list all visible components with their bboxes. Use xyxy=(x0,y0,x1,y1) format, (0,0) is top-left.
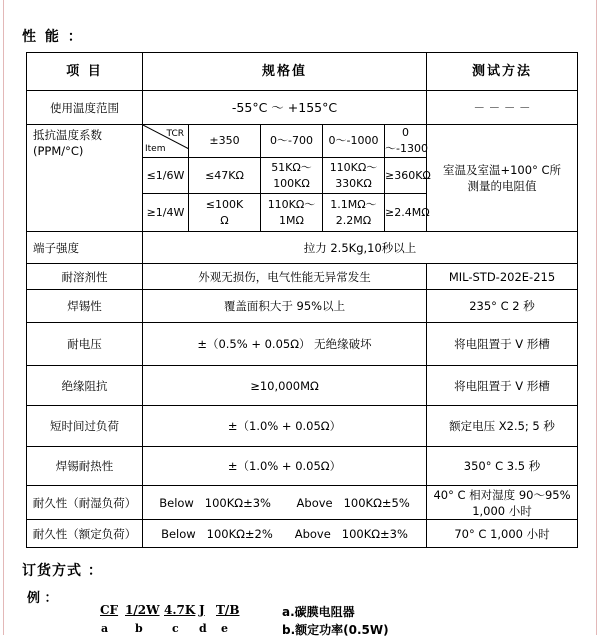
row-method: 额定电压 X2.5; 5 秒 xyxy=(427,406,578,447)
table-row xyxy=(27,125,578,158)
tcr-cell: 110KΩ～ 1MΩ xyxy=(261,194,323,232)
order-letter: e xyxy=(221,622,228,635)
order-code-resistance: 4.7K xyxy=(164,603,196,617)
table-header-row xyxy=(27,53,578,91)
tcr-label: TCR xyxy=(166,129,184,139)
row-item: 耐久性（耐湿负荷） xyxy=(27,486,143,520)
row-value: ±（1.0% + 0.05Ω） xyxy=(143,406,427,447)
row-value: Below 100KΩ±2% Above 100KΩ±3% xyxy=(143,520,427,548)
order-letter: d xyxy=(199,622,207,635)
row-value: 覆盖面积大于 95%以上 xyxy=(143,290,427,323)
tcr-cell: 1.1MΩ～ 2.2MΩ xyxy=(323,194,385,232)
row-item: 焊锡耐热性 xyxy=(27,447,143,486)
tcr-cell: ≤47KΩ xyxy=(189,158,261,194)
row-item: 绝缘阻抗 xyxy=(27,366,143,406)
order-letter: a xyxy=(101,622,109,635)
row-method: 70° C 1,000 小时 xyxy=(427,520,578,548)
performance-table xyxy=(26,52,578,548)
tcr-col: 0～-1300 xyxy=(385,125,427,158)
example-label: 例 ： xyxy=(27,591,58,606)
row-method: MIL-STD-202E-215 xyxy=(427,264,578,290)
row-item-tcr: 抵抗温度系数 (PPM/°C) xyxy=(27,125,143,232)
order-code-type: CF xyxy=(100,603,119,617)
table-row xyxy=(27,232,578,264)
order-desc-a: a.碳膜电阻器 xyxy=(282,605,355,619)
header-item: 项 目 xyxy=(27,53,143,91)
row-method: 将电阻置于 V 形槽 xyxy=(427,366,578,406)
row-item: 耐久性（额定负荷） xyxy=(27,520,143,548)
order-method-title: 订货方式 ： xyxy=(22,563,103,579)
tcr-cell: ≥360KΩ xyxy=(385,158,427,194)
tcr-method: 室温及室温+100° C所 测量的电阻值 xyxy=(427,125,578,232)
order-letter: c xyxy=(172,622,179,635)
order-letter: b xyxy=(135,622,143,635)
row-item: 耐溶剂性 xyxy=(27,264,143,290)
row-value: ±（1.0% + 0.05Ω） xyxy=(143,447,427,486)
table-row xyxy=(27,406,578,447)
header-spec: 规格值 xyxy=(143,53,427,91)
order-code-packing: T/B xyxy=(216,603,240,617)
order-code-tolerance: J xyxy=(199,603,205,617)
row-value: ≥10,000MΩ xyxy=(143,366,427,406)
row-value: 外观无损伤，电气性能无异常发生 xyxy=(143,264,427,290)
table-row xyxy=(27,290,578,323)
tcr-col: 0～-1000 xyxy=(323,125,385,158)
row-item: 短时间过负荷 xyxy=(27,406,143,447)
tcr-cell: 110KΩ～ 330KΩ xyxy=(323,158,385,194)
order-code-power: 1/2W xyxy=(125,603,160,617)
row-method: 350° C 3.5 秒 xyxy=(427,447,578,486)
page-frame-left xyxy=(3,0,4,635)
row-method: 235° C 2 秒 xyxy=(427,290,578,323)
row-value: 拉力 2.5Kg,10秒以上 xyxy=(143,232,578,264)
row-method: 40° C 相对湿度 90～95% 1,000 小时 xyxy=(427,486,578,520)
row-item: 焊锡性 xyxy=(27,290,143,323)
row-method: － － － － xyxy=(427,91,578,125)
tcr-cell: ≤1/6W xyxy=(143,158,189,194)
table-row xyxy=(27,323,578,366)
header-method: 测试方法 xyxy=(427,53,578,91)
table-row xyxy=(27,520,578,548)
tcr-cell: ≥1/4W xyxy=(143,194,189,232)
table-row xyxy=(27,447,578,486)
row-item: 使用温度范围 xyxy=(27,91,143,125)
tcr-col: 0～-700 xyxy=(261,125,323,158)
tcr-cell: ≤100K Ω xyxy=(189,194,261,232)
table-row xyxy=(27,91,578,125)
table-row xyxy=(27,264,578,290)
tcr-cell: 51KΩ～ 100KΩ xyxy=(261,158,323,194)
tcr-cell: ≥2.4MΩ xyxy=(385,194,427,232)
row-value: ±（0.5% + 0.05Ω） 无绝缘破坏 xyxy=(143,323,427,366)
order-desc-b: b.额定功率(0.5W) xyxy=(282,623,389,637)
row-method: 将电阻置于 V 形槽 xyxy=(427,323,578,366)
table-row xyxy=(27,366,578,406)
item-label: Item xyxy=(145,144,166,154)
row-value: Below 100KΩ±3% Above 100KΩ±5% xyxy=(143,486,427,520)
row-item: 耐电压 xyxy=(27,323,143,366)
section-title-performance: 性 能 ： xyxy=(22,29,84,45)
row-item: 端子强度 xyxy=(27,232,143,264)
tcr-diagonal-cell xyxy=(143,125,189,158)
tcr-col: ±350 xyxy=(189,125,261,158)
page-frame-right xyxy=(596,0,597,635)
row-value: -55°C ～ +155°C xyxy=(143,91,427,125)
table-row xyxy=(27,486,578,520)
